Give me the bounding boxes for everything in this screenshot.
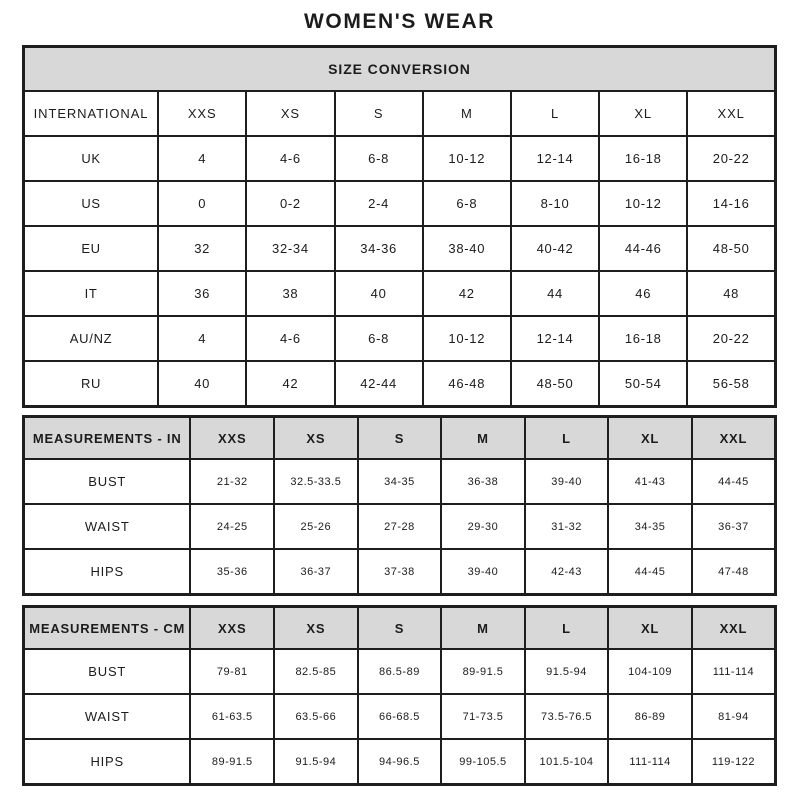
column-header-xl: XL bbox=[599, 91, 687, 136]
measurements-cm-header: MEASUREMENTS - CM bbox=[24, 607, 191, 650]
column-header-xxs: XXS bbox=[158, 91, 246, 136]
size-value: 14-16 bbox=[687, 181, 775, 226]
size-value: 6-8 bbox=[335, 316, 423, 361]
column-header-m: M bbox=[441, 607, 525, 650]
measurement-value: 24-25 bbox=[190, 504, 274, 549]
measurements-cm-header-row bbox=[24, 607, 776, 650]
measurement-value: 21-32 bbox=[190, 459, 274, 504]
size-value: 40 bbox=[158, 361, 246, 407]
measurement-value: 29-30 bbox=[441, 504, 525, 549]
measurement-value: 73.5-76.5 bbox=[525, 694, 609, 739]
table-row-us bbox=[24, 181, 776, 226]
measurement-value: 89-91.5 bbox=[441, 649, 525, 694]
size-value: 42 bbox=[246, 361, 334, 407]
size-value: 8-10 bbox=[511, 181, 599, 226]
measurement-value: 82.5-85 bbox=[274, 649, 358, 694]
column-header-xs: XS bbox=[274, 417, 358, 460]
measurement-value: 39-40 bbox=[525, 459, 609, 504]
measurement-value: 119-122 bbox=[692, 739, 776, 785]
column-header-s: S bbox=[358, 417, 442, 460]
size-value: 46-48 bbox=[423, 361, 511, 407]
row-label: UK bbox=[24, 136, 159, 181]
size-value: 48 bbox=[687, 271, 775, 316]
column-header-m: M bbox=[423, 91, 511, 136]
row-label: RU bbox=[24, 361, 159, 407]
column-header-xl: XL bbox=[608, 607, 692, 650]
size-value: 36 bbox=[158, 271, 246, 316]
measurement-value: 42-43 bbox=[525, 549, 609, 595]
table-row-bust-cm bbox=[24, 649, 776, 694]
row-label: HIPS bbox=[24, 549, 191, 595]
row-label: EU bbox=[24, 226, 159, 271]
column-header-xxl: XXL bbox=[687, 91, 775, 136]
column-header-l: L bbox=[511, 91, 599, 136]
row-label: WAIST bbox=[24, 504, 191, 549]
column-header-l: L bbox=[525, 417, 609, 460]
measurements-in-header: MEASUREMENTS - IN bbox=[24, 417, 191, 460]
column-header-xs: XS bbox=[246, 91, 334, 136]
page-title: WOMEN'S WEAR bbox=[303, 10, 495, 33]
measurement-value: 36-37 bbox=[692, 504, 776, 549]
table-row-aunz bbox=[24, 316, 776, 361]
table-row-ru bbox=[24, 361, 776, 407]
size-value: 32 bbox=[158, 226, 246, 271]
size-value: 34-36 bbox=[335, 226, 423, 271]
table-row-eu bbox=[24, 226, 776, 271]
size-value: 40-42 bbox=[511, 226, 599, 271]
column-header-international: INTERNATIONAL bbox=[24, 91, 159, 136]
measurement-value: 35-36 bbox=[190, 549, 274, 595]
measurement-value: 66-68.5 bbox=[358, 694, 442, 739]
column-header-xxl: XXL bbox=[692, 607, 776, 650]
size-value: 16-18 bbox=[599, 316, 687, 361]
column-header-s: S bbox=[335, 91, 423, 136]
measurement-value: 63.5-66 bbox=[274, 694, 358, 739]
size-value: 10-12 bbox=[423, 316, 511, 361]
size-value: 42-44 bbox=[335, 361, 423, 407]
size-value: 38-40 bbox=[423, 226, 511, 271]
measurement-value: 37-38 bbox=[358, 549, 442, 595]
size-value: 20-22 bbox=[687, 136, 775, 181]
size-value: 0-2 bbox=[246, 181, 334, 226]
measurement-value: 99-105.5 bbox=[441, 739, 525, 785]
column-header-s: S bbox=[358, 607, 442, 650]
size-value: 46 bbox=[599, 271, 687, 316]
measurement-value: 47-48 bbox=[692, 549, 776, 595]
measurements-in-header-row bbox=[24, 417, 776, 460]
measurement-value: 104-109 bbox=[608, 649, 692, 694]
size-value: 50-54 bbox=[599, 361, 687, 407]
column-header-xl: XL bbox=[608, 417, 692, 460]
table-row-uk bbox=[24, 136, 776, 181]
size-value: 4 bbox=[158, 136, 246, 181]
measurement-value: 81-94 bbox=[692, 694, 776, 739]
measurement-value: 111-114 bbox=[692, 649, 776, 694]
table-row-hips-cm bbox=[24, 739, 776, 785]
size-value: 0 bbox=[158, 181, 246, 226]
size-value: 20-22 bbox=[687, 316, 775, 361]
measurement-value: 71-73.5 bbox=[441, 694, 525, 739]
measurement-value: 39-40 bbox=[441, 549, 525, 595]
measurement-value: 36-38 bbox=[441, 459, 525, 504]
measurement-value: 25-26 bbox=[274, 504, 358, 549]
measurement-value: 86-89 bbox=[608, 694, 692, 739]
measurements-cm-table bbox=[22, 605, 777, 786]
size-value: 4-6 bbox=[246, 136, 334, 181]
measurement-value: 34-35 bbox=[608, 504, 692, 549]
size-value: 4-6 bbox=[246, 316, 334, 361]
row-label: BUST bbox=[24, 459, 191, 504]
size-conversion-column-header-row bbox=[24, 91, 776, 136]
size-value: 48-50 bbox=[511, 361, 599, 407]
measurement-value: 94-96.5 bbox=[358, 739, 442, 785]
measurement-value: 36-37 bbox=[274, 549, 358, 595]
size-value: 6-8 bbox=[335, 136, 423, 181]
row-label: HIPS bbox=[24, 739, 191, 785]
size-value: 2-4 bbox=[335, 181, 423, 226]
column-header-xxs: XXS bbox=[190, 607, 274, 650]
size-conversion-banner-row bbox=[24, 47, 776, 92]
column-header-xs: XS bbox=[274, 607, 358, 650]
row-label: AU/NZ bbox=[24, 316, 159, 361]
measurement-value: 91.5-94 bbox=[525, 649, 609, 694]
measurement-value: 27-28 bbox=[358, 504, 442, 549]
measurement-value: 31-32 bbox=[525, 504, 609, 549]
column-header-l: L bbox=[525, 607, 609, 650]
measurement-value: 111-114 bbox=[608, 739, 692, 785]
table-row-hips-in bbox=[24, 549, 776, 595]
size-conversion-header: SIZE CONVERSION bbox=[24, 47, 776, 92]
measurements-in-table bbox=[22, 415, 777, 596]
table-row-bust-in bbox=[24, 459, 776, 504]
table-row-waist-in bbox=[24, 504, 776, 549]
measurement-value: 34-35 bbox=[358, 459, 442, 504]
column-header-xxl: XXL bbox=[692, 417, 776, 460]
size-value: 12-14 bbox=[511, 136, 599, 181]
size-value: 44 bbox=[511, 271, 599, 316]
measurement-value: 44-45 bbox=[692, 459, 776, 504]
measurement-value: 61-63.5 bbox=[190, 694, 274, 739]
measurement-value: 32.5-33.5 bbox=[274, 459, 358, 504]
size-value: 10-12 bbox=[599, 181, 687, 226]
size-value: 44-46 bbox=[599, 226, 687, 271]
row-label: WAIST bbox=[24, 694, 191, 739]
size-value: 38 bbox=[246, 271, 334, 316]
measurement-value: 101.5-104 bbox=[525, 739, 609, 785]
row-label: BUST bbox=[24, 649, 191, 694]
measurement-value: 79-81 bbox=[190, 649, 274, 694]
size-value: 42 bbox=[423, 271, 511, 316]
size-value: 6-8 bbox=[423, 181, 511, 226]
measurement-value: 89-91.5 bbox=[190, 739, 274, 785]
size-value: 48-50 bbox=[687, 226, 775, 271]
size-value: 40 bbox=[335, 271, 423, 316]
size-value: 56-58 bbox=[687, 361, 775, 407]
measurement-value: 91.5-94 bbox=[274, 739, 358, 785]
column-header-xxs: XXS bbox=[190, 417, 274, 460]
table-row-waist-cm bbox=[24, 694, 776, 739]
size-conversion-table bbox=[22, 45, 777, 408]
table-row-it bbox=[24, 271, 776, 316]
row-label: IT bbox=[24, 271, 159, 316]
size-value: 4 bbox=[158, 316, 246, 361]
measurement-value: 86.5-89 bbox=[358, 649, 442, 694]
measurement-value: 41-43 bbox=[608, 459, 692, 504]
size-value: 32-34 bbox=[246, 226, 334, 271]
size-value: 10-12 bbox=[423, 136, 511, 181]
size-value: 16-18 bbox=[599, 136, 687, 181]
row-label: US bbox=[24, 181, 159, 226]
measurement-value: 44-45 bbox=[608, 549, 692, 595]
column-header-m: M bbox=[441, 417, 525, 460]
size-value: 12-14 bbox=[511, 316, 599, 361]
